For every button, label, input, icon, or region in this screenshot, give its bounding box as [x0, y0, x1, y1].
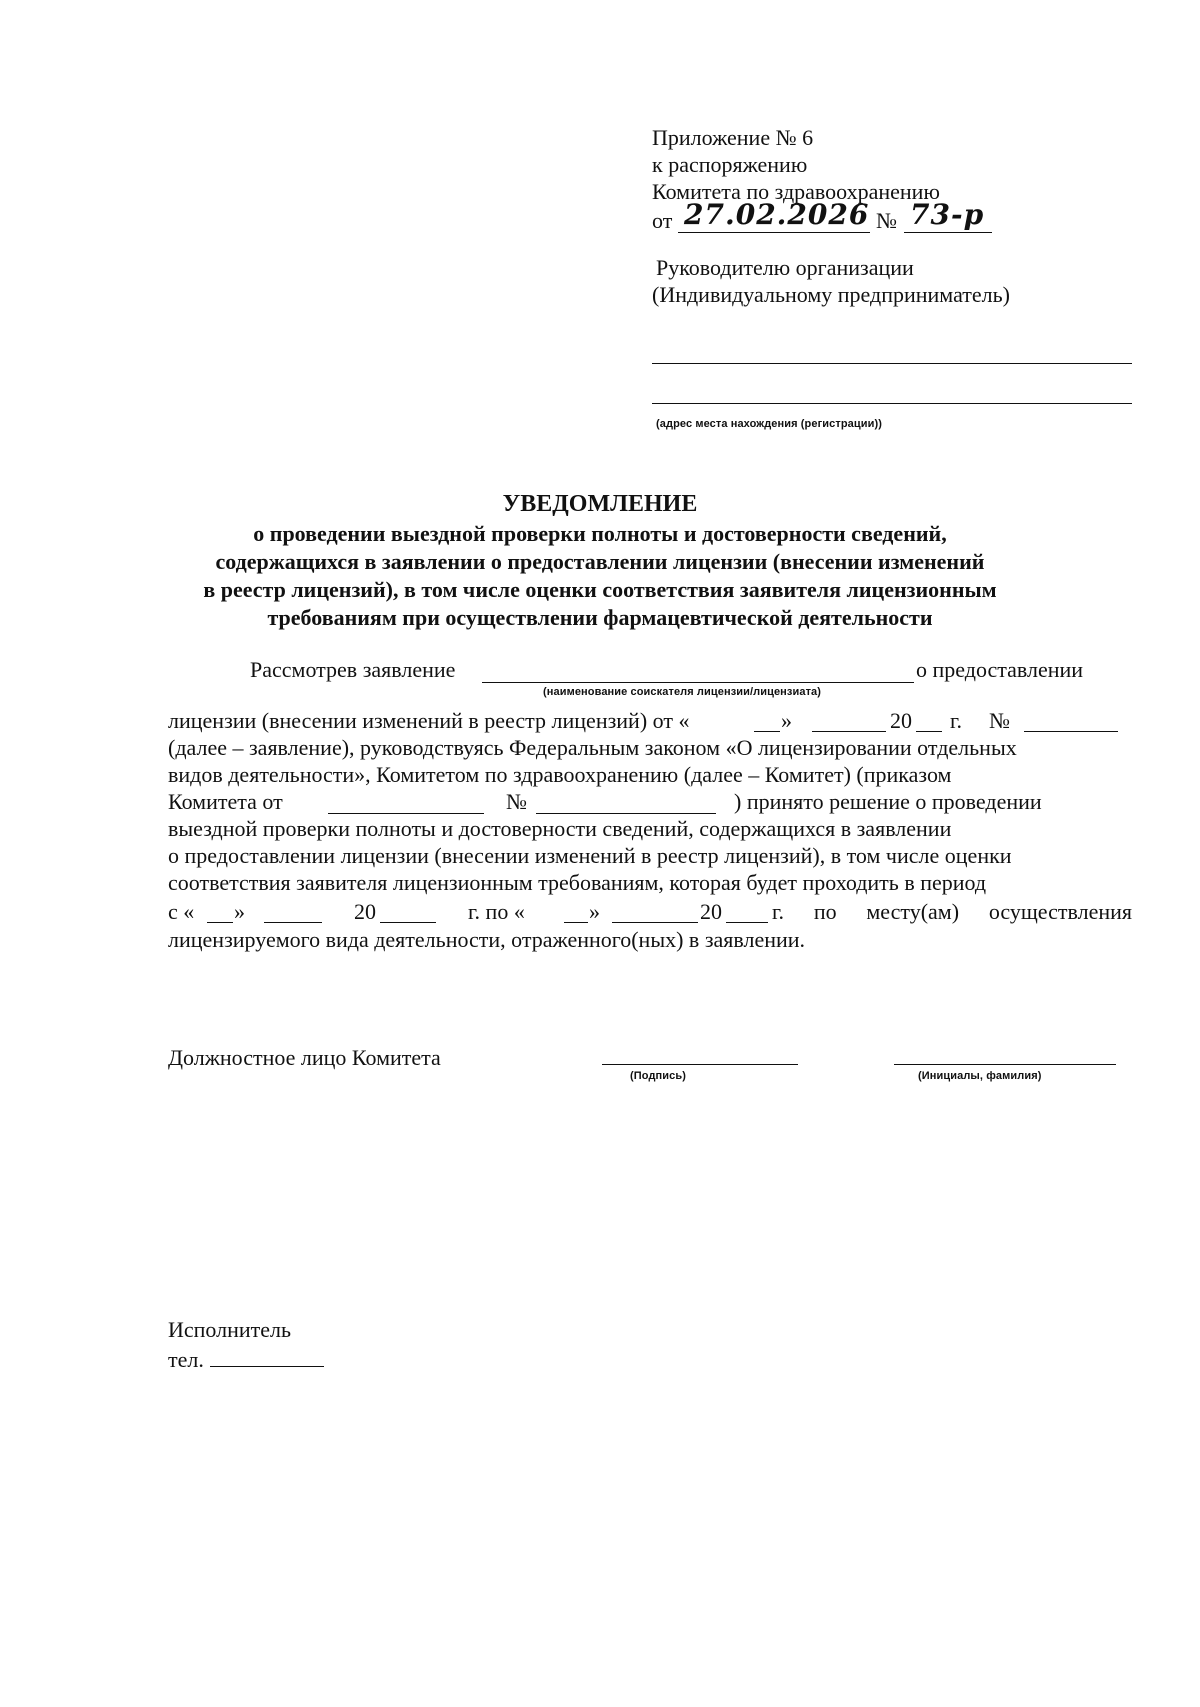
body-line-8-text: соответствия заявителя лицензионным требованиям, которая будет проходить в период [168, 870, 987, 895]
body-line-5c: ) принято решение о проведении [734, 789, 1042, 814]
body-line-6 [168, 815, 1132, 843]
signature-line [602, 1064, 798, 1065]
signature-caption: (Подпись) [630, 1070, 686, 1082]
month-blank-2 [264, 922, 322, 923]
body-line-7 [168, 842, 1132, 870]
year-blank-1 [916, 731, 942, 732]
body-line-2d: г. [950, 708, 963, 733]
body-line-5a: Комитета от [168, 789, 283, 814]
body-line-4-text: видов деятельности», Комитетом по здравоохранению (далее – Комитет) (приказом [168, 762, 952, 787]
body-line-3 [168, 734, 1132, 762]
title-subline-3: в реестр лицензий), в том числе оценки соответствия заявителя лицензионным [203, 577, 997, 602]
number-underline [904, 232, 992, 233]
addressee-line1: Руководителю организации [656, 255, 914, 280]
date-underline [678, 232, 870, 233]
address-line [652, 403, 1132, 404]
body-line-4 [168, 761, 1132, 789]
year-blank-2 [380, 922, 436, 923]
addressee-line2: (Индивидуальному предприниматель) [652, 282, 1010, 307]
day-blank-3 [564, 922, 588, 923]
body-line-10: лицензируемого вида деятельности, отраженного(ных) в заявлении. [168, 927, 806, 952]
applicant-caption: (наименование соискателя лицензии/лицензиата) [543, 686, 822, 698]
body-line-9e: » [589, 899, 600, 924]
title-subline-4: требованиям при осуществлении фармацевтической деятельности [267, 605, 933, 630]
title-subline-1: о проведении выездной проверки полноты и достоверности сведений, [253, 521, 947, 546]
body-line-3-text: (далее – заявление), руководствуясь Федеральным законом «О лицензировании отдельных [168, 735, 1017, 760]
body-line-9g: г. по месту(ам) осуществления [772, 899, 1132, 924]
initials-caption: (Инициалы, фамилия) [918, 1070, 1042, 1082]
body-line-5b: № [506, 789, 527, 814]
appendix-number: Приложение № 6 [652, 125, 814, 150]
day-blank-1 [754, 731, 780, 732]
body-line-6-text: выездной проверки полноты и достоверности сведений, содержащихся в заявлении [168, 816, 952, 841]
body-about-provision: о предоставлении [916, 657, 1084, 682]
date-prefix: от [652, 208, 673, 233]
body-line-2b: » [781, 708, 792, 733]
address-caption: (адрес места нахождения (регистрации)) [656, 418, 882, 430]
year-blank-3 [726, 922, 768, 923]
title-subline-2: содержащихся в заявлении о предоставлении лицензии (внесении изменений [215, 549, 985, 574]
addressee-name-line [652, 363, 1132, 364]
phone-line [210, 1366, 324, 1367]
order-date-blank [328, 813, 484, 814]
body-line-2a: лицензии (внесении изменений в реестр лицензий) от « [168, 708, 690, 733]
applicant-name-line [482, 682, 914, 683]
month-blank-1 [812, 731, 886, 732]
committee-name: Комитета по здравоохранению [652, 179, 940, 204]
body-line-9f: 20 [700, 899, 722, 924]
order-reference: к распоряжению [652, 152, 808, 177]
day-blank-2 [207, 922, 233, 923]
phone-label: тел. [168, 1347, 204, 1372]
order-number-blank [536, 813, 716, 814]
number-prefix: № [876, 208, 897, 233]
official-label: Должностное лицо Комитета [168, 1045, 441, 1070]
body-line-9c: 20 [354, 899, 376, 924]
month-blank-3 [612, 922, 698, 923]
application-number-blank [1024, 731, 1118, 732]
body-line-9a: с « [168, 899, 195, 924]
initials-line [894, 1064, 1116, 1065]
body-line-9b: » [234, 899, 245, 924]
body-line-2e: № [989, 708, 1010, 733]
executor-label: Исполнитель [168, 1317, 292, 1342]
document-title: УВЕДОМЛЕНИЕ [502, 491, 698, 517]
body-line-9d: г. по « [468, 899, 525, 924]
handwritten-date: 27.02.2026 [684, 198, 870, 231]
body-considered: Рассмотрев заявление [250, 657, 456, 682]
body-line-7-text: о предоставлении лицензии (внесении изменений в реестр лицензий), в том числе оценки [168, 843, 1012, 868]
body-line-2c: 20 [890, 708, 912, 733]
body-line-8 [168, 869, 1132, 897]
handwritten-number: 73-р [910, 198, 985, 231]
